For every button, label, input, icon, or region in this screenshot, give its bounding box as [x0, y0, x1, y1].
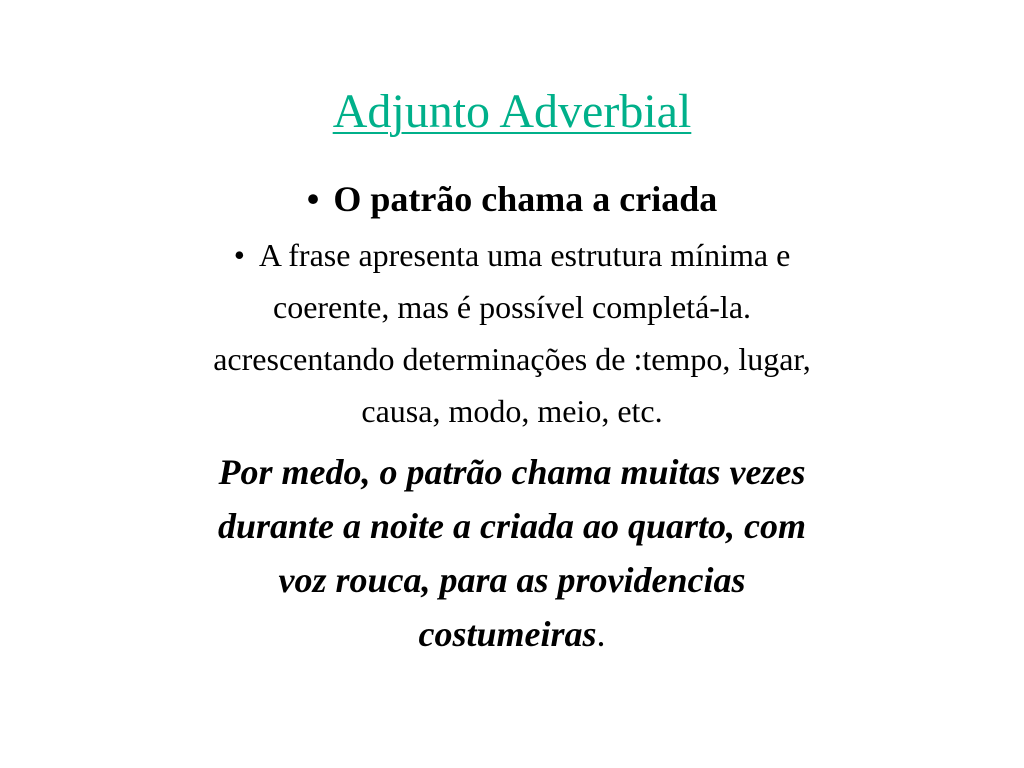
bullet-2-line-2: coerente, mas é possível completá-la.	[272, 289, 752, 325]
bullet-text-1: O patrão chama a criada	[333, 179, 718, 219]
bullet-2-line-3: acrescentando determinações de :tempo, lugar,	[213, 341, 811, 377]
example-period: .	[596, 614, 606, 654]
bullet-item-2	[120, 229, 904, 437]
example-line-3: voz rouca, para as providencias	[278, 560, 746, 600]
bullet-icon: •	[306, 179, 320, 219]
slide-content	[120, 175, 904, 661]
example-line-4	[120, 607, 904, 661]
example-sentence	[120, 445, 904, 661]
bullet-2-line-4: causa, modo, meio, etc.	[361, 393, 663, 429]
slide-title[interactable]: Adjunto Adverbial	[332, 85, 692, 138]
bullet-icon: •	[233, 237, 245, 273]
example-line-1: Por medo, o patrão chama muitas vezes	[218, 452, 806, 492]
bullet-2-text-line-1: A frase apresenta uma estrutura mínima e	[258, 237, 791, 273]
example-line-2: durante a noite a criada ao quarto, com	[217, 506, 807, 546]
example-line-4-text: costumeiras	[418, 614, 597, 654]
bullet-item-1	[120, 175, 904, 223]
bullet-2-line-1	[120, 229, 904, 281]
